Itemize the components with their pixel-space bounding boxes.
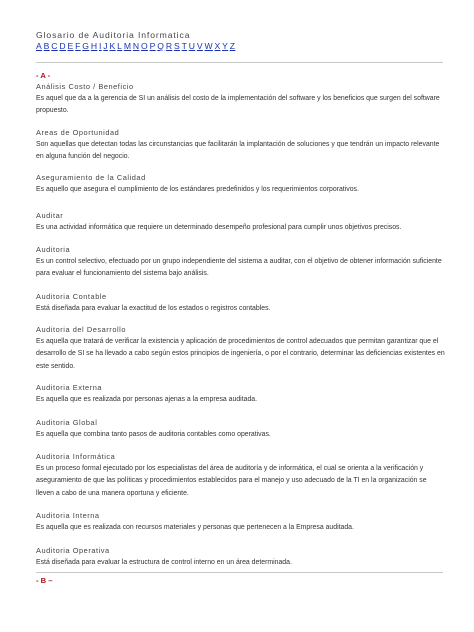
glossary-entry	[36, 452, 446, 500]
entry-definition: Es aquella que es realizada con recursos materiales y personas que pertenecen a la Empresa auditada.	[36, 524, 354, 531]
alphabet-link-e[interactable]: E	[67, 41, 74, 51]
section-heading-a: - A -	[36, 71, 51, 80]
alphabet-link-h[interactable]: H	[90, 41, 98, 51]
section-heading-b: - B –	[36, 576, 53, 585]
glossary-entry	[36, 128, 446, 164]
alphabet-link-b[interactable]: B	[43, 41, 50, 51]
glossary-entry	[36, 383, 446, 406]
glossary-entry	[36, 325, 446, 373]
divider-bottom	[36, 572, 443, 573]
entry-definition: Es un proceso formal ejecutado por los especialistas del área de auditoría y de informática, el cual se orienta a la verificación y aseguramiento de que las políticas y procedimientos establecidos para el manejo y uso adecuado de la TI en la organización se lleven a cabo de una manera oportuna y eficiente.	[36, 465, 427, 497]
glossary-entry	[36, 546, 446, 569]
alphabet-nav	[36, 41, 237, 51]
entry-term: Auditoria del Desarrollo	[36, 325, 127, 334]
alphabet-link-m[interactable]: M	[123, 41, 132, 51]
entry-term: Areas de Oportunidad	[36, 128, 120, 137]
alphabet-link-g[interactable]: G	[82, 41, 90, 51]
entry-definition: Son aquellas que detectan todas las circunstancias que facilitarán la implantación de soluciones y que tendrán un impacto relevante en alguna función del negocio.	[36, 141, 440, 161]
alphabet-link-d[interactable]: D	[59, 41, 66, 51]
entry-definition: Es un control selectivo, efectuado por un grupo independiente del sistema a auditar, con el objetivo de obtener información suficiente para evaluar el funcionamiento del sistema bajo análisis.	[36, 258, 442, 278]
entry-term: Auditoria Global	[36, 418, 98, 427]
alphabet-link-t[interactable]: T	[181, 41, 188, 51]
alphabet-link-y[interactable]: Y	[222, 41, 229, 51]
alphabet-link-v[interactable]: V	[196, 41, 203, 51]
alphabet-link-p[interactable]: P	[149, 41, 156, 51]
entry-term: Auditoria	[36, 245, 71, 254]
entry-term: Análisis Costo / Beneficio	[36, 82, 134, 91]
alphabet-link-k[interactable]: K	[109, 41, 116, 51]
page-title: Glosario de Auditoria Informatica	[36, 30, 191, 40]
entry-term: Auditoria Externa	[36, 383, 103, 392]
alphabet-link-u[interactable]: U	[188, 41, 196, 51]
alphabet-link-f[interactable]: F	[75, 41, 81, 51]
entry-term: Auditar	[36, 211, 64, 220]
entry-definition: Está diseñada para evaluar la estructura de control interno en un área determinada.	[36, 559, 292, 566]
entry-definition: Es aquello que asegura el cumplimiento de los estándares predefinidos y los requerimientos corporativos.	[36, 186, 359, 193]
entry-term: Auditoria Contable	[36, 292, 107, 301]
alphabet-link-i[interactable]: I	[99, 41, 102, 51]
alphabet-link-s[interactable]: S	[173, 41, 180, 51]
entry-term: Auditoria Informática	[36, 452, 116, 461]
entry-term: Auditoria Interna	[36, 511, 100, 520]
glossary-entry	[36, 511, 446, 534]
alphabet-link-w[interactable]: W	[204, 41, 213, 51]
alphabet-link-x[interactable]: X	[214, 41, 221, 51]
glossary-entry	[36, 292, 446, 315]
glossary-entry	[36, 82, 446, 118]
alphabet-link-a[interactable]: A	[36, 41, 43, 51]
entry-term: Aseguramiento de la Calidad	[36, 173, 146, 182]
divider-top	[36, 62, 443, 63]
entry-definition: Es aquella que es realizada por personas ajenas a la empresa auditada.	[36, 396, 258, 403]
glossary-entry	[36, 211, 446, 234]
alphabet-link-l[interactable]: L	[117, 41, 123, 51]
alphabet-link-r[interactable]: R	[165, 41, 173, 51]
alphabet-link-j[interactable]: J	[103, 41, 108, 51]
alphabet-link-c[interactable]: C	[51, 41, 58, 51]
alphabet-link-z[interactable]: Z	[229, 41, 236, 51]
entry-definition: Es una actividad informática que requiere un determinado desempeño profesional para cumplir unos objetivos precisos.	[36, 224, 402, 231]
entry-definition: Está diseñada para evaluar la exactitud de los estados o registros contables.	[36, 305, 271, 312]
glossary-entry	[36, 173, 446, 196]
entry-definition: Es aquella que tratará de verificar la existencia y aplicación de procedimientos de control adecuados que permitan garantizar que el desarrollo de SI se ha llevado a cabo según estos principios de ingeniería, o por el contrario, determinar las deficiencias existentes en este sentido.	[36, 338, 445, 370]
alphabet-link-q[interactable]: Q	[157, 41, 165, 51]
entry-term: Auditoria Operativa	[36, 546, 110, 555]
entry-definition: Es aquel que da a la gerencia de SI un análisis del costo de la implementación del software y los beneficios que surgen del software propuesto.	[36, 95, 440, 115]
alphabet-link-n[interactable]: N	[132, 41, 140, 51]
entry-definition: Es aquella que combina tanto pasos de auditoria contables como operativas.	[36, 431, 271, 438]
glossary-entry	[36, 418, 446, 441]
alphabet-link-o[interactable]: O	[141, 41, 148, 51]
glossary-entry	[36, 245, 446, 281]
